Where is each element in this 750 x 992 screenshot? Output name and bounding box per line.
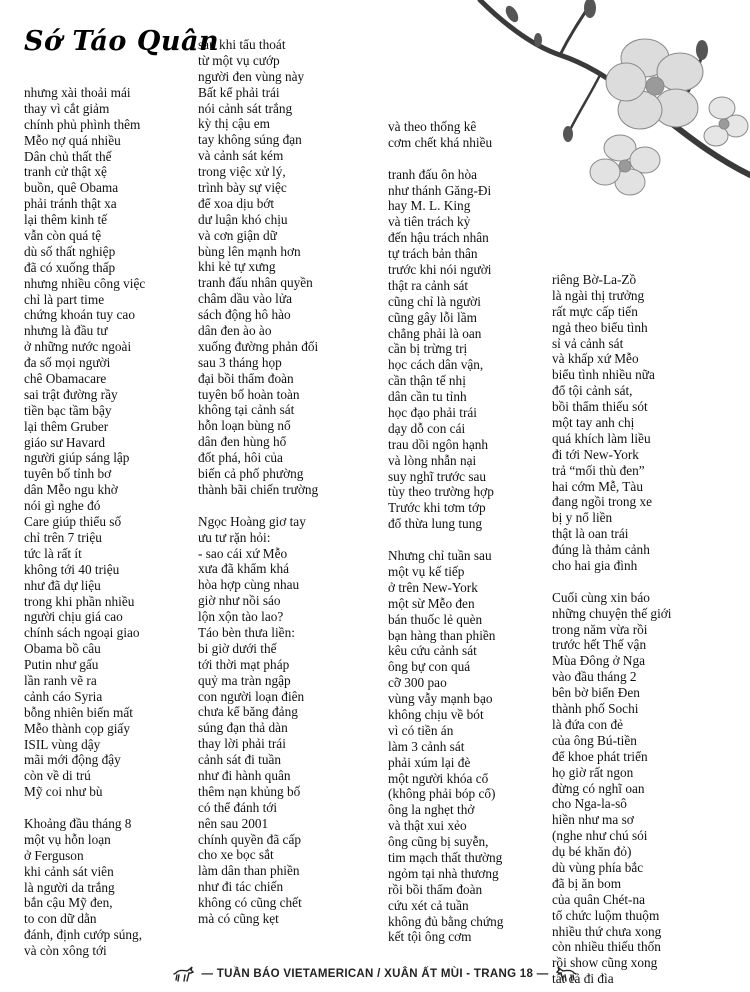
verse-line: bán thuốc lẻ quèn xyxy=(388,611,483,627)
verse-line: tim mạch thất thường xyxy=(388,849,503,865)
verse-line: kết tội ông cơm xyxy=(388,929,472,945)
verse-line: cho xe bọc sắt xyxy=(198,847,274,863)
blossom-2 xyxy=(590,135,660,195)
verse-line: đừng có nghĩ oan xyxy=(552,780,645,796)
stanza-break xyxy=(388,151,503,167)
verse-line: làm dân than phiền xyxy=(198,863,300,879)
verse-line: sau 3 tháng họp xyxy=(198,354,282,370)
verse-line: có thể đánh tới xyxy=(198,799,278,815)
verse-line: để khoe phát triển xyxy=(552,748,648,764)
verse-line: chỉ trên 7 triệu xyxy=(24,529,102,545)
verse-line: suy nghĩ trước sau xyxy=(388,468,487,484)
verse-line: tức là rất ít xyxy=(24,545,82,561)
verse-line: người chịu giá cao xyxy=(24,609,123,625)
verse-line: Mỹ coi như bù xyxy=(24,784,103,800)
footer-text: — TUẦN BÁO VIETAMERICAN / XUÂN ẤT MÙI - TRANG 18 — xyxy=(201,968,549,980)
verse-line: cảnh sát đi tuần xyxy=(198,752,282,768)
verse-line: hiền như ma sơ xyxy=(552,812,634,828)
verse-line: là đứa con đẻ xyxy=(552,716,624,732)
verse-line: làm 3 cảnh sát xyxy=(388,738,465,754)
verse-line: phải xúm lại đè xyxy=(388,754,471,770)
stanza-break xyxy=(24,800,145,816)
verse-line: lại thêm Gruber xyxy=(24,418,109,434)
verse-line: châm dầu vào lửa xyxy=(198,291,292,307)
verse-line: (nghe như chú sói xyxy=(552,828,648,844)
verse-line: hòa hợp cùng nhau xyxy=(198,577,300,593)
verse-line: Putin như gấu xyxy=(24,657,99,673)
verse-line: đi tới New-York xyxy=(552,446,639,462)
verse-line: buồn, quê Obama xyxy=(24,180,119,196)
verse-line: và còn xông tới xyxy=(24,943,107,959)
verse-line: kỳ thị cậu em xyxy=(198,116,271,132)
verse-line: Mễo thành cọp giấy xyxy=(24,720,130,736)
verse-line: chính quyền đã cấp xyxy=(198,831,302,847)
verse-line: không có cũng chết xyxy=(198,895,302,911)
verse-line: tự trách bản thân xyxy=(388,246,478,262)
verse-line: sai trật đường rầy xyxy=(24,386,118,402)
verse-line: đánh, định cướp súng, xyxy=(24,927,143,943)
verse-line: mãi mới động đậy xyxy=(24,752,121,768)
goat-icon xyxy=(173,966,195,982)
verse-line: Mùa Đông ở Nga xyxy=(552,653,646,669)
verse-line: tay không súng đạn xyxy=(198,132,302,148)
verse-line: hỗn loạn bùng nổ xyxy=(198,418,291,434)
verse-line: riêng Bờ-La-Zồ xyxy=(552,272,637,287)
verse-line: thay vì cắt giảm xyxy=(24,100,110,116)
verse-line: tranh đấu ôn hòa xyxy=(388,166,477,182)
verse-line: khi cảnh sát viên xyxy=(24,863,114,879)
verse-line: lần ranh vẽ ra xyxy=(24,672,97,688)
verse-line: giáo sư Havard xyxy=(24,434,106,450)
verse-line: bạn hàng than phiền xyxy=(388,627,496,643)
verse-line: không tới 40 triệu xyxy=(24,561,120,577)
verse-line: ISIL vùng dậy xyxy=(24,736,101,752)
verse-line: đã có xuống thấp xyxy=(24,259,116,275)
verse-line: dư luận khó chịu xyxy=(198,211,288,227)
verse-line: giờ như nồi sáo xyxy=(198,593,281,609)
verse-line: rồi show cũng xong xyxy=(552,955,658,971)
goat-icon xyxy=(555,966,577,982)
verse-line: trình bày sự việc xyxy=(198,180,287,196)
verse-line: tuyên bố hoàn toàn xyxy=(198,386,300,402)
verse-line: nhưng nhiều công việc xyxy=(24,275,146,291)
verse-line: cỡ 300 pao xyxy=(388,675,447,691)
verse-line: một vụ kế tiếp xyxy=(388,563,465,579)
verse-line: tới thời mạt pháp xyxy=(198,656,290,672)
verse-line: sau khi tẩu thoát xyxy=(198,37,286,52)
verse-line: không đủ bằng chứng xyxy=(388,913,504,929)
verse-line: để xoa dịu bớt xyxy=(198,195,275,211)
text-column-4 xyxy=(552,272,671,987)
verse-line: Bất kể phải trái xyxy=(198,84,280,100)
verse-line: còn về di trú xyxy=(24,768,91,784)
verse-line: Care giúp thiểu số xyxy=(24,514,122,530)
verse-line: cần thận tế nhị xyxy=(388,373,466,389)
verse-line: còn nhiều thiếu thốn xyxy=(552,939,661,955)
verse-line: học cách dân vận, xyxy=(388,357,484,373)
verse-line: dân Mễo ngu khờ xyxy=(24,482,118,498)
verse-line: nhưng xài thoải mái xyxy=(24,85,131,100)
text-column-2 xyxy=(198,37,318,927)
verse-line: bỗng nhiên biến mất xyxy=(24,704,133,720)
verse-line: vì có tiền án xyxy=(388,722,454,738)
verse-line: như đã dự liệu xyxy=(24,577,101,593)
verse-line: bùng lên mạnh hơn xyxy=(198,243,301,259)
verse-line: rất mực cấp tiến xyxy=(552,303,638,319)
verse-line: xuống đường phản đối xyxy=(198,338,319,354)
verse-line: Mễo nợ quá nhiều xyxy=(24,132,121,148)
verse-line: hai cớm Mễ, Tàu xyxy=(552,478,643,494)
verse-line: thật là oan trái xyxy=(552,526,629,542)
verse-line: ông bự con quá xyxy=(388,659,471,675)
verse-line: cũng chỉ là người xyxy=(388,293,481,309)
verse-line: dụ bé khăn đỏ) xyxy=(552,844,632,860)
verse-line: biến cả phố phường xyxy=(198,466,304,482)
verse-line: trước khi nói người xyxy=(388,262,492,278)
stanza-break xyxy=(388,532,503,548)
verse-line: con người loạn điên xyxy=(198,688,305,704)
verse-line: thành phố Sochi xyxy=(552,701,639,717)
verse-line: và theo thống kê xyxy=(388,119,477,134)
verse-line: đúng là thảm cảnh xyxy=(552,542,650,558)
verse-line: là ngài thị trưởng xyxy=(552,287,645,303)
verse-line: của quân Chét-na xyxy=(552,891,646,907)
verse-line: khi kẻ tự xưng xyxy=(198,259,276,275)
verse-line: chứng khoán tuy cao xyxy=(24,307,135,323)
verse-line: chính sách ngoại giao xyxy=(24,625,140,641)
text-column-3 xyxy=(388,119,503,945)
verse-line: thay lời phải trái xyxy=(198,736,286,752)
verse-line: nói cảnh sát trắng xyxy=(198,100,293,116)
verse-line: một sừ Mễo đen xyxy=(388,595,475,611)
verse-line: cảnh cáo Syria xyxy=(24,688,103,704)
verse-line: biểu tình nhiều nữa xyxy=(552,367,655,383)
verse-line: trước hết Thế vận xyxy=(552,637,647,653)
verse-line: quá khích làm liều xyxy=(552,430,651,446)
verse-line: tùy theo trường hợp xyxy=(388,484,494,500)
verse-line: súng đạn thả dàn xyxy=(198,720,288,736)
verse-line: như thánh Găng-Đi xyxy=(388,182,492,198)
verse-line: bị y nổ liền xyxy=(552,510,613,526)
verse-line: đổ thừa lung tung xyxy=(388,516,483,532)
verse-line: dân đen hùng hổ xyxy=(198,434,287,450)
verse-line: như đi tác chiến xyxy=(198,879,284,895)
verse-line: đến hậu trách nhân xyxy=(388,230,489,246)
blossom-3 xyxy=(704,97,748,146)
verse-line: ở những nước ngoài xyxy=(24,339,132,355)
verse-line: lại thêm kinh tế xyxy=(24,212,108,228)
verse-line: cho hai gia đình xyxy=(552,558,638,574)
verse-line: cứu xét cả tuần xyxy=(388,897,469,913)
page-footer xyxy=(0,966,750,982)
verse-line: một người khóa cổ xyxy=(388,770,489,786)
verse-line: quỷ ma tràn ngập xyxy=(198,672,291,688)
verse-line: trau dồi ngôn hạnh xyxy=(388,436,489,452)
verse-line: dân cần tu tỉnh xyxy=(388,389,467,405)
stanza-break xyxy=(198,498,318,514)
verse-line: dù vùng phía bắc xyxy=(552,859,644,875)
verse-line: ưu tư rặn hỏi: xyxy=(198,529,271,545)
verse-line: ông la nghẹt thở xyxy=(388,802,475,818)
verse-line: kêu cứu cảnh sát xyxy=(388,643,477,659)
verse-line: trong việc xử lý, xyxy=(198,164,286,180)
verse-line: vào đầu tháng 2 xyxy=(552,669,637,685)
verse-line: ở Ferguson xyxy=(24,847,84,863)
verse-line: tiền bạc tầm bậy xyxy=(24,402,112,418)
verse-line: nhưng là đầu tư xyxy=(24,323,108,339)
verse-line: của ông Bú-tiền xyxy=(552,732,637,748)
verse-line: Ngọc Hoàng giơ tay xyxy=(198,513,306,529)
verse-line: từ một vụ cướp xyxy=(198,52,280,68)
verse-line: phải tránh thật xa xyxy=(24,196,117,212)
verse-line: đa số mọi người xyxy=(24,355,111,371)
stanza-break xyxy=(552,574,671,590)
verse-line: - sao cái xứ Mễo xyxy=(198,545,288,561)
verse-line: chưa kể băng đảng xyxy=(198,704,298,720)
verse-line: Cuối cùng xin báo xyxy=(552,589,650,605)
verse-line: thành bãi chiến trường xyxy=(198,481,319,497)
verse-line: và cơn giận dữ xyxy=(198,227,277,243)
verse-line: một vụ hỗn loạn xyxy=(24,831,111,847)
verse-line: cho Nga-la-sô xyxy=(552,796,627,812)
verse-line: Khoảng đầu tháng 8 xyxy=(24,815,132,831)
verse-line: đổ tội cảnh sát, xyxy=(552,383,633,399)
text-column-1 xyxy=(24,85,145,959)
verse-line: trong năm vừa rồi xyxy=(552,621,648,637)
verse-line: Táo bèn thưa liền: xyxy=(198,624,295,640)
verse-line: họ giờ rất ngon xyxy=(552,764,634,780)
verse-line: ở trên New-York xyxy=(388,579,478,595)
verse-line: lộn xộn tào lao? xyxy=(198,609,284,625)
verse-line: và tiên trách kỷ xyxy=(388,214,471,230)
verse-line: chính phủ phình thêm xyxy=(24,116,141,132)
verse-line: và lòng nhẫn nại xyxy=(388,452,477,468)
verse-line: như đi hành quân xyxy=(198,767,291,783)
verse-line: dạy dỗ con cái xyxy=(388,420,466,436)
verse-line: chê Obamacare xyxy=(24,371,107,387)
verse-line: (không phải bóp cổ) xyxy=(388,786,496,802)
verse-line: một tay anh chị xyxy=(552,415,635,431)
verse-line: bắn cậu Mỹ đen, xyxy=(24,895,113,911)
verse-line: chỉ là part time xyxy=(24,291,105,307)
verse-line: trong khi phần nhiều xyxy=(24,593,135,609)
verse-line: đang ngồi trong xe xyxy=(552,494,653,510)
verse-line: ông cũng bị suyễn, xyxy=(388,834,489,850)
verse-line: Trước khi tơm tớp xyxy=(388,500,486,516)
verse-line: thêm nạn khủng bố xyxy=(198,783,301,799)
verse-line: học đạo phải trái xyxy=(388,405,477,421)
verse-line: ngỏm tại nhà thương xyxy=(388,865,499,881)
verse-line: và khấp xứ Mễo xyxy=(552,351,639,367)
verse-line: cũng gây lỗi lầm xyxy=(388,309,477,325)
verse-line: tổ chức luộm thuộm xyxy=(552,907,660,923)
verse-line: to con dữ dằn xyxy=(24,911,97,927)
verse-line: chẳng phải là oan xyxy=(388,325,482,341)
verse-line: Dân chủ thất thế xyxy=(24,148,112,164)
verse-line: không tại cảnh sát xyxy=(198,402,295,418)
verse-line: bồi thẩm thiếu sót xyxy=(552,399,648,415)
verse-line: và thật xui xẻo xyxy=(388,818,467,834)
verse-line: bên bờ biển Đen xyxy=(552,685,640,701)
verse-line: cơm chết khá nhiều xyxy=(388,134,493,150)
verse-line: người giúp sáng lập xyxy=(24,450,130,466)
verse-line: đã bị ăn bom xyxy=(552,875,622,891)
verse-line: Obama bồ câu xyxy=(24,641,101,657)
verse-line: rồi bồi thẩm đoàn xyxy=(388,881,483,897)
verse-line: nên sau 2001 xyxy=(198,815,269,831)
verse-line: tranh cử thật xệ xyxy=(24,164,107,180)
blossom-1 xyxy=(606,39,703,129)
verse-line: ngả theo biểu tình xyxy=(552,319,648,335)
verse-line: thật ra cảnh sát xyxy=(388,277,469,293)
verse-line: xưa đã khẩm khá xyxy=(198,561,290,577)
verse-line: mà có cũng kẹt xyxy=(198,910,279,926)
verse-line: nhiều thứ chưa xong xyxy=(552,923,662,939)
verse-line: người đen vùng này xyxy=(198,68,305,84)
verse-line: trả “mối thù đen” xyxy=(552,462,645,478)
verse-line: nói gì nghe đó xyxy=(24,498,101,514)
verse-line: Nhưng chỉ tuần sau xyxy=(388,548,492,564)
verse-line: tranh đấu nhân quyền xyxy=(198,275,313,291)
verse-line: tất cả đi đìa xyxy=(552,971,614,987)
verse-line: những chuyện thế giới xyxy=(552,605,672,621)
verse-line: không chịu về bót xyxy=(388,706,484,722)
verse-line: dân đen ào ào xyxy=(198,323,272,339)
verse-line: sách động hô hào xyxy=(198,307,291,323)
verse-line: vùng vẫy mạnh bạo xyxy=(388,691,493,707)
verse-line: bi giờ dưới thế xyxy=(198,640,277,656)
verse-line: là người da trắng xyxy=(24,879,115,895)
verse-line: sỉ vả cảnh sát xyxy=(552,335,624,351)
verse-line: đại bồi thẩm đoàn xyxy=(198,370,294,386)
verse-line: đốt phá, hôi của xyxy=(198,450,283,466)
verse-line: hay M. L. King xyxy=(388,198,471,214)
page-title: Sớ Táo Quân xyxy=(24,26,220,57)
verse-line: và cảnh sát kém xyxy=(198,148,284,164)
verse-line: vẫn còn quá tệ xyxy=(24,228,102,244)
verse-line: cần bị trừng trị xyxy=(388,341,468,357)
verse-line: dù số thất nghiệp xyxy=(24,243,116,259)
verse-line: tuyên bố tỉnh bơ xyxy=(24,466,112,482)
